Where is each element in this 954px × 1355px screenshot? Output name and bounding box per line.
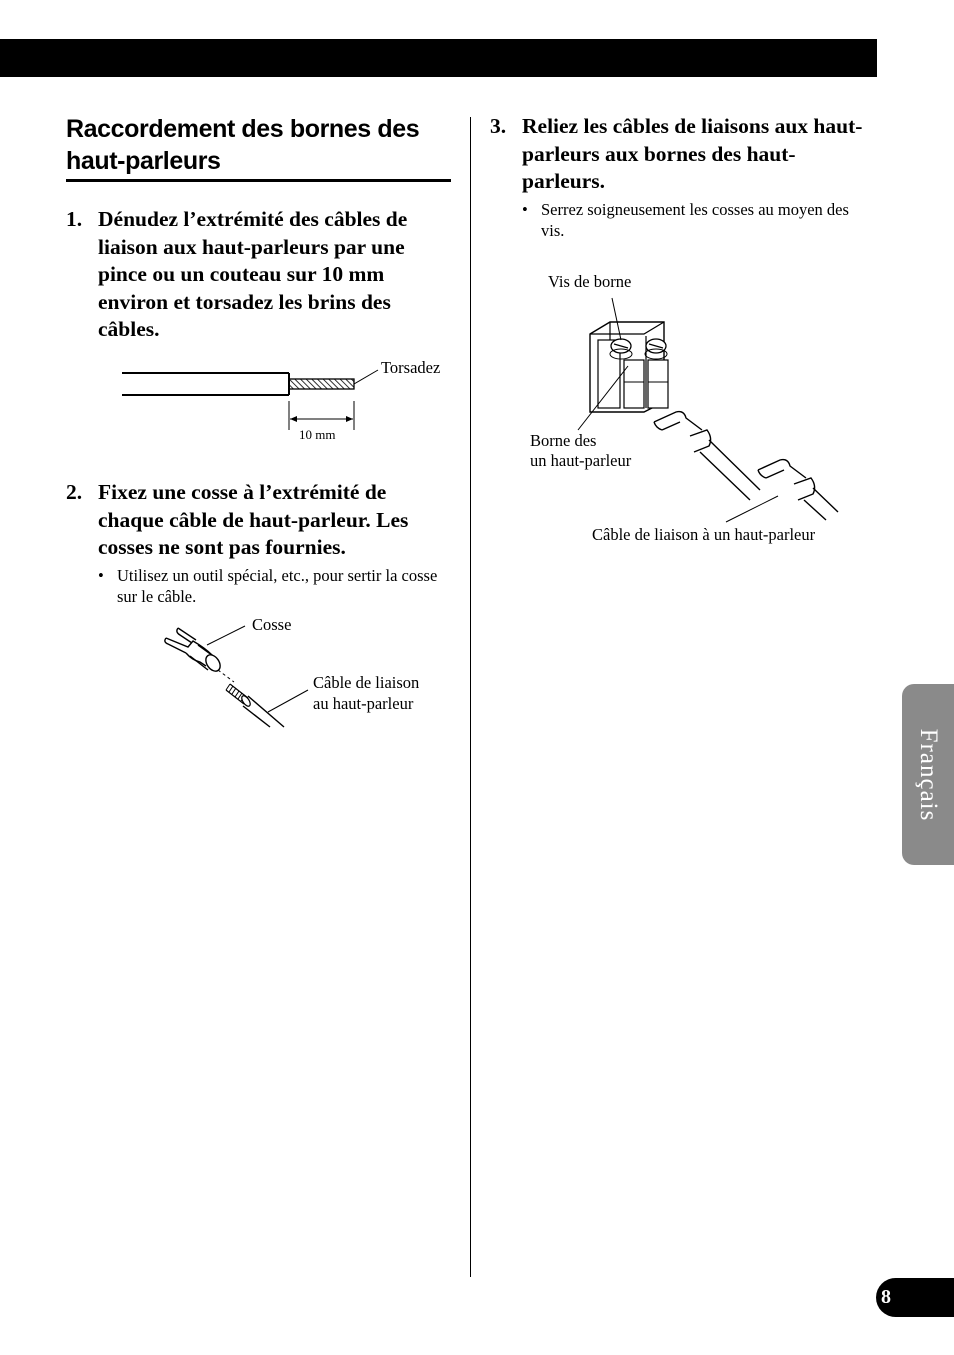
cable-label-line2: au haut-parleur — [313, 694, 414, 713]
language-tab — [902, 684, 954, 865]
cable-label-line1: Câble de liaison — [313, 673, 420, 692]
bullet-symbol: • — [98, 566, 104, 585]
step-text: Fixez une cosse à l’extrémité de chaque câble de haut-parleur. Les cosses ne sont pas fournies. — [98, 480, 409, 559]
step-text: Dénudez l’extrémité des câbles de liaison aux haut-parleurs par une pince ou un couteau sur 10 mm environ et torsadez les brins des câbles. — [98, 207, 408, 341]
terminal-label-line2: un haut-parleur — [530, 451, 632, 470]
language-label: Français — [915, 728, 942, 821]
length-label: 10 mm — [299, 427, 336, 442]
step-number: 2. — [66, 480, 83, 504]
step-text: Reliez les câbles de liaisons aux haut-parleurs aux bornes des haut-parleurs. — [522, 114, 863, 193]
lug-label: Cosse — [252, 615, 292, 634]
step-number: 3. — [490, 114, 507, 138]
bullet-text: Serrez soigneusement les cosses au moyen des vis. — [541, 200, 849, 240]
section-title: Raccordement des bornes des haut-parleurs — [66, 113, 451, 182]
bullet-symbol: • — [522, 200, 528, 219]
screw-label: Vis de borne — [548, 272, 632, 291]
speaker-cable-label: Câble de liaison à un haut-parleur — [592, 525, 816, 544]
page-number: 8 — [876, 1278, 954, 1317]
terminal-label-line1: Borne des — [530, 431, 597, 450]
twist-label: Torsadez — [381, 358, 441, 377]
step-number: 1. — [66, 207, 83, 231]
bullet-text: Utilisez un outil spécial, etc., pour sertir la cosse sur le câble. — [117, 566, 438, 606]
